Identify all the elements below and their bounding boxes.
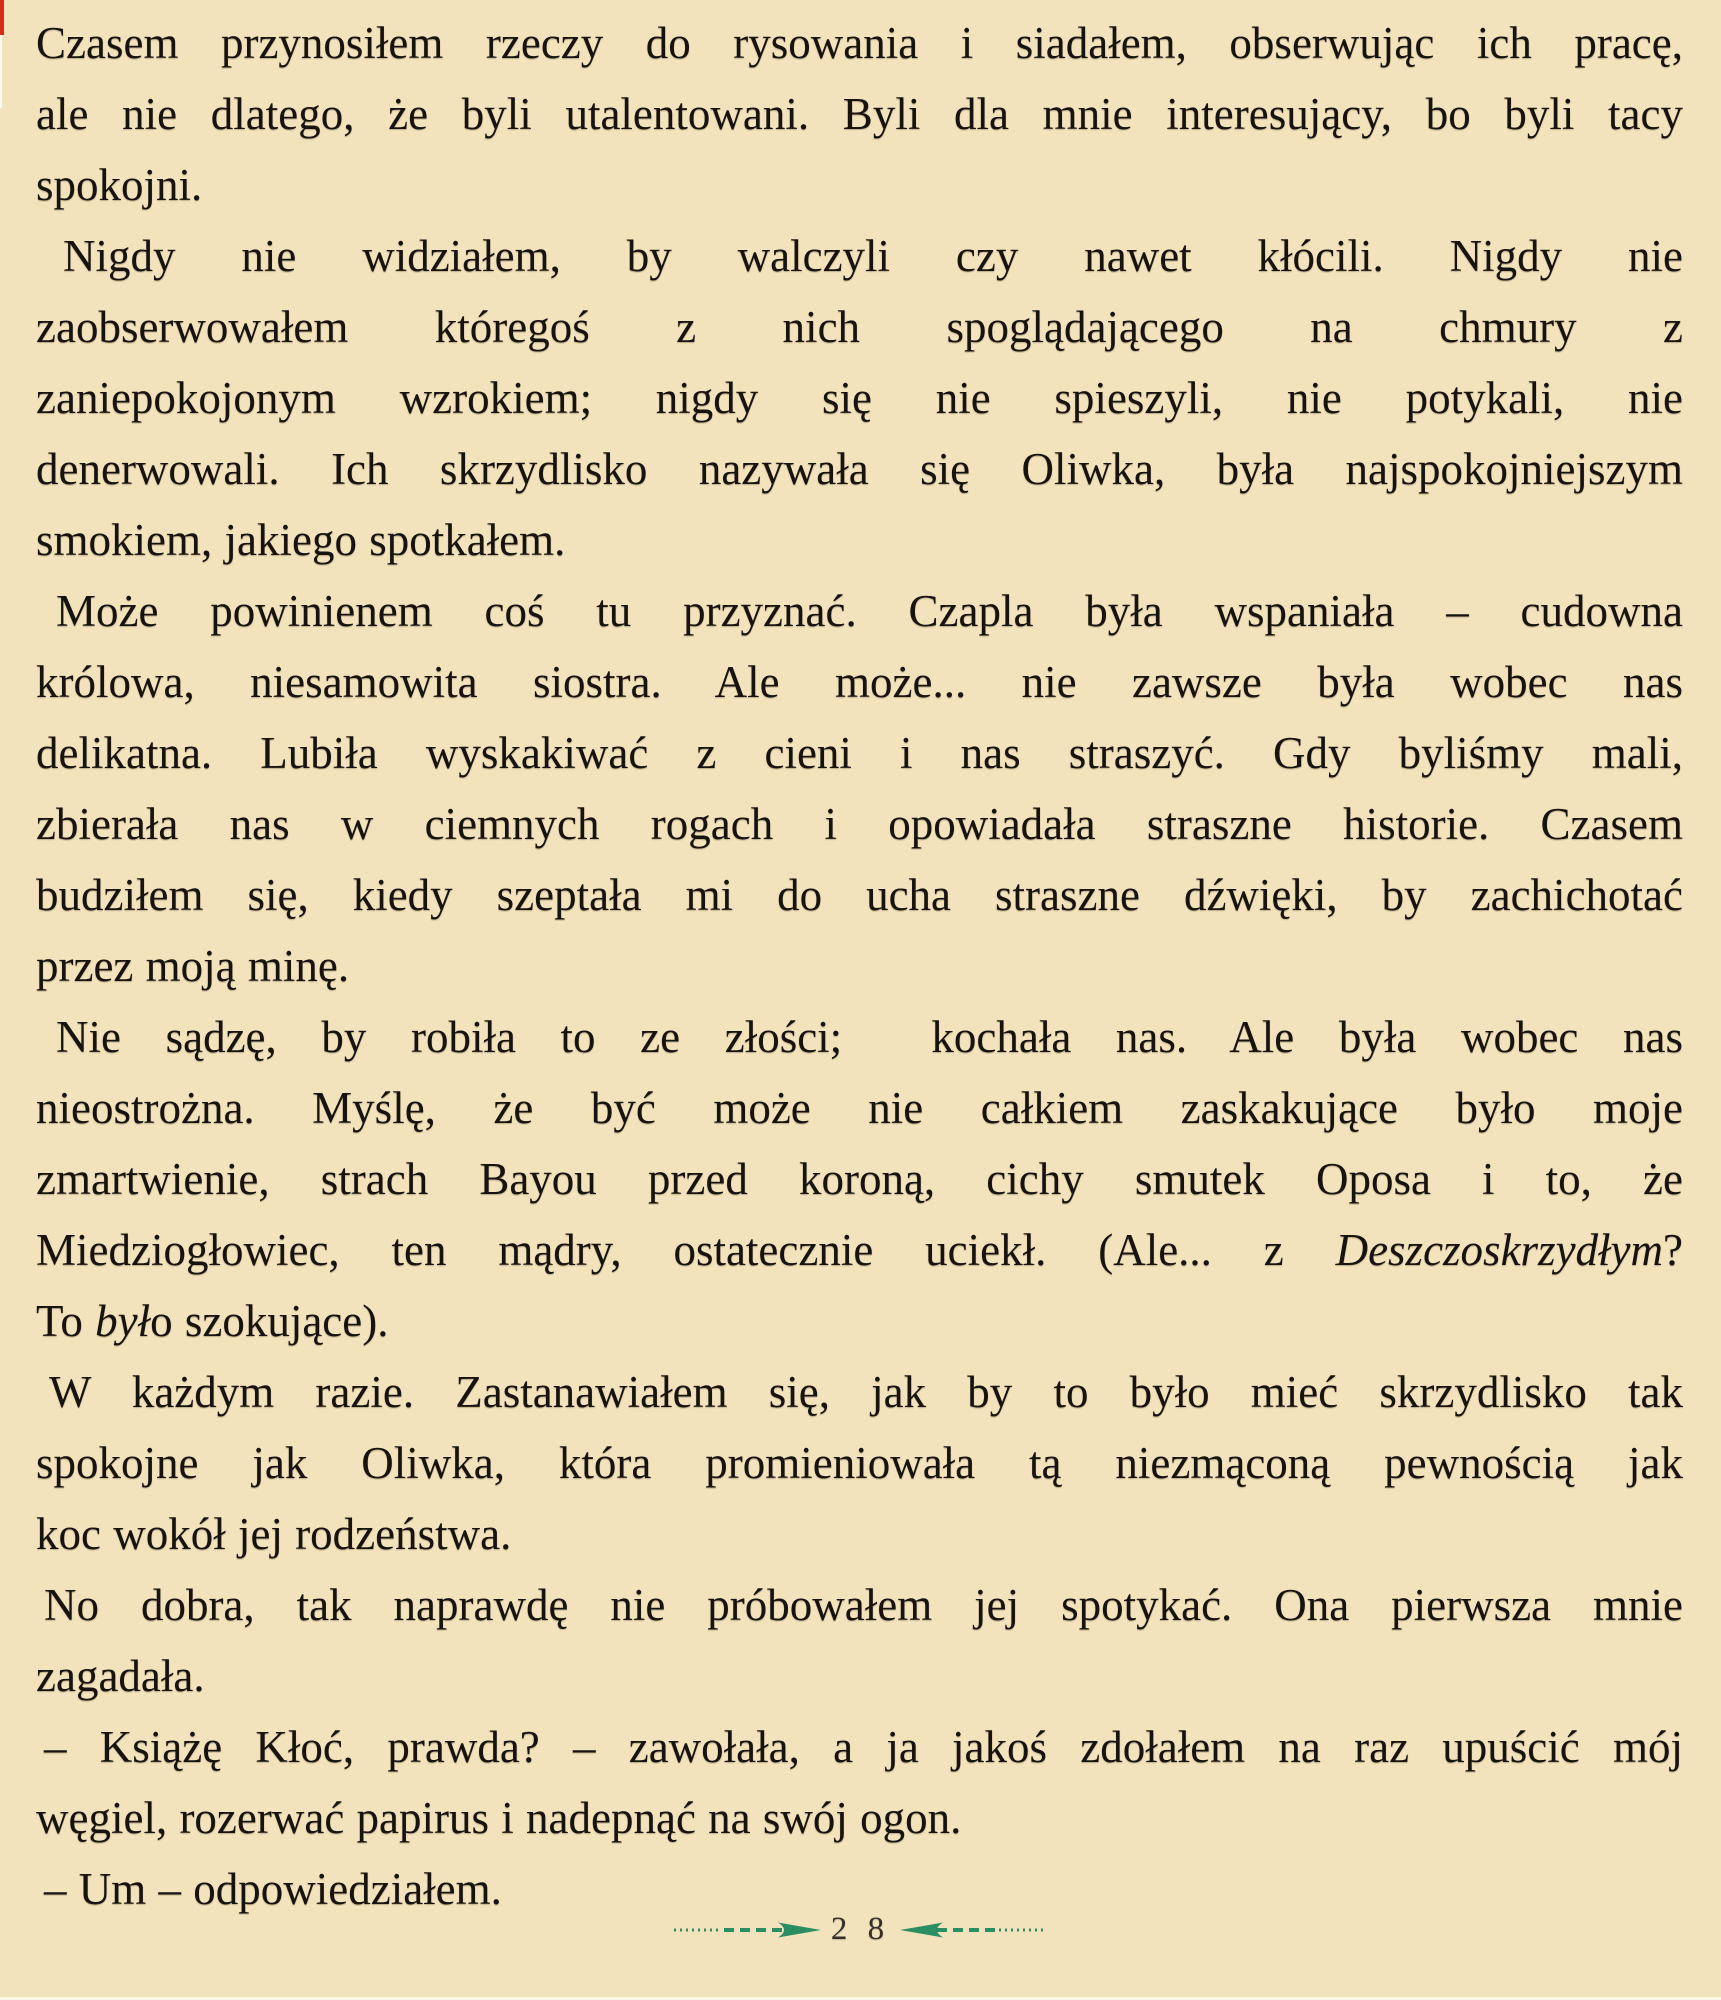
text-run: delikatna. Lubiła wyskakiwać z cieni i nas straszyć. Gdy byliśmy mali, — [36, 728, 1683, 778]
text-run: koc wokół jej rodzeństwa. — [36, 1509, 512, 1559]
text-run: spokojni. — [36, 160, 203, 210]
text-run: zaobserwowałem któregoś z nich spoglądającego na chmury z — [36, 302, 1683, 352]
text-line — [36, 931, 1683, 1002]
paragraph — [36, 221, 1683, 576]
text-run: zagadała. — [36, 1651, 205, 1701]
text-run: – Um – odpowiedziałem. — [44, 1864, 502, 1914]
text-line — [36, 1783, 1683, 1854]
text-line — [36, 79, 1683, 150]
text-line — [36, 1215, 1683, 1286]
text-line — [36, 1144, 1683, 1215]
text-line — [36, 718, 1683, 789]
text-line — [36, 647, 1683, 718]
text-run: denerwowali. Ich skrzydlisko nazywała się Oliwka, była najspokojniejszym — [36, 444, 1683, 494]
page-number: 2 8 — [830, 1911, 891, 1947]
text-line — [36, 1641, 1683, 1712]
text-run: Nie sądzę, by robiła to ze złości; kochała nas. Ale była wobec nas — [56, 1012, 1683, 1062]
page-footer — [0, 1912, 1721, 1948]
text-line — [36, 434, 1683, 505]
text-run: królowa, niesamowita siostra. Ale może... nie zawsze była wobec nas — [36, 657, 1683, 707]
text-run: – Książę Kłoć, prawda? – zawołała, a ja jakoś zdołałem na raz upuścić mój — [44, 1722, 1683, 1772]
text-line — [36, 221, 1683, 292]
scan-red-artifact — [0, 0, 4, 35]
text-run: o szokujące). — [150, 1296, 389, 1346]
italic-text: Deszczoskrzydłym — [1335, 1225, 1664, 1275]
text-run: smokiem, jakiego spotkałem. — [36, 515, 566, 565]
text-line — [36, 292, 1683, 363]
text-line — [36, 1002, 1683, 1073]
text-line — [36, 860, 1683, 931]
text-run: W każdym razie. Zastanawiałem się, jak by to było mieć skrzydlisko tak — [49, 1367, 1683, 1417]
text-run: budziłem się, kiedy szeptała mi do ucha straszne dźwięki, by zachichotać — [36, 870, 1683, 920]
text-line — [36, 1712, 1683, 1783]
text-line — [36, 150, 1683, 221]
text-line — [36, 576, 1683, 647]
text-line — [36, 8, 1683, 79]
text-run: ? — [1663, 1225, 1683, 1275]
text-run: No dobra, tak naprawdę nie próbowałem jej spotykać. Ona pierwsza mnie — [44, 1580, 1683, 1630]
text-run: Nigdy nie widziałem, by walczyli czy nawet kłócili. Nigdy nie — [63, 231, 1683, 281]
paragraph — [36, 1002, 1683, 1357]
text-line — [36, 505, 1683, 576]
text-run: ale nie dlatego, że byli utalentowani. Byli dla mnie interesujący, bo byli tacy — [36, 89, 1683, 139]
text-line — [36, 363, 1683, 434]
text-run: Może powinienem coś tu przyznać. Czapla była wspaniała – cudowna — [56, 586, 1683, 636]
text-line — [36, 1357, 1683, 1428]
paragraph — [36, 576, 1683, 1002]
text-run: węgiel, rozerwać papirus i nadepnąć na swój ogon. — [36, 1793, 962, 1843]
text-run: Czasem przynosiłem rzeczy do rysowania i siadałem, obserwując ich pracę, — [36, 18, 1683, 68]
text-line — [36, 1428, 1683, 1499]
text-line — [36, 1286, 1683, 1357]
paragraph — [36, 8, 1683, 221]
text-line — [36, 1073, 1683, 1144]
text-run: spokojne jak Oliwka, która promieniowała tą niezmąconą pewnością jak — [36, 1438, 1683, 1488]
page-text — [36, 8, 1683, 1925]
paragraph — [36, 1570, 1683, 1712]
paragraph — [36, 1712, 1683, 1854]
text-line — [36, 1499, 1683, 1570]
ornament-right-icon — [899, 1920, 1049, 1940]
text-line — [36, 789, 1683, 860]
text-run: nieostrożna. Myślę, że być może nie całkiem zaskakujące było moje — [36, 1083, 1683, 1133]
paragraph — [36, 1357, 1683, 1570]
text-run: zbierała nas w ciemnych rogach i opowiadała straszne historie. Czasem — [36, 799, 1683, 849]
text-run: To — [36, 1296, 96, 1346]
text-line — [36, 1570, 1683, 1641]
text-run: przez moją minę. — [36, 941, 350, 991]
italic-text: był — [95, 1296, 151, 1346]
text-run: Miedziogłowiec, ten mądry, ostatecznie uciekł. (Ale... z — [36, 1225, 1336, 1275]
ornament-left-icon — [672, 1920, 822, 1940]
text-run: zaniepokojonym wzrokiem; nigdy się nie spieszyli, nie potykali, nie — [36, 373, 1683, 423]
text-run: zmartwienie, strach Bayou przed koroną, cichy smutek Oposa i to, że — [36, 1154, 1683, 1204]
